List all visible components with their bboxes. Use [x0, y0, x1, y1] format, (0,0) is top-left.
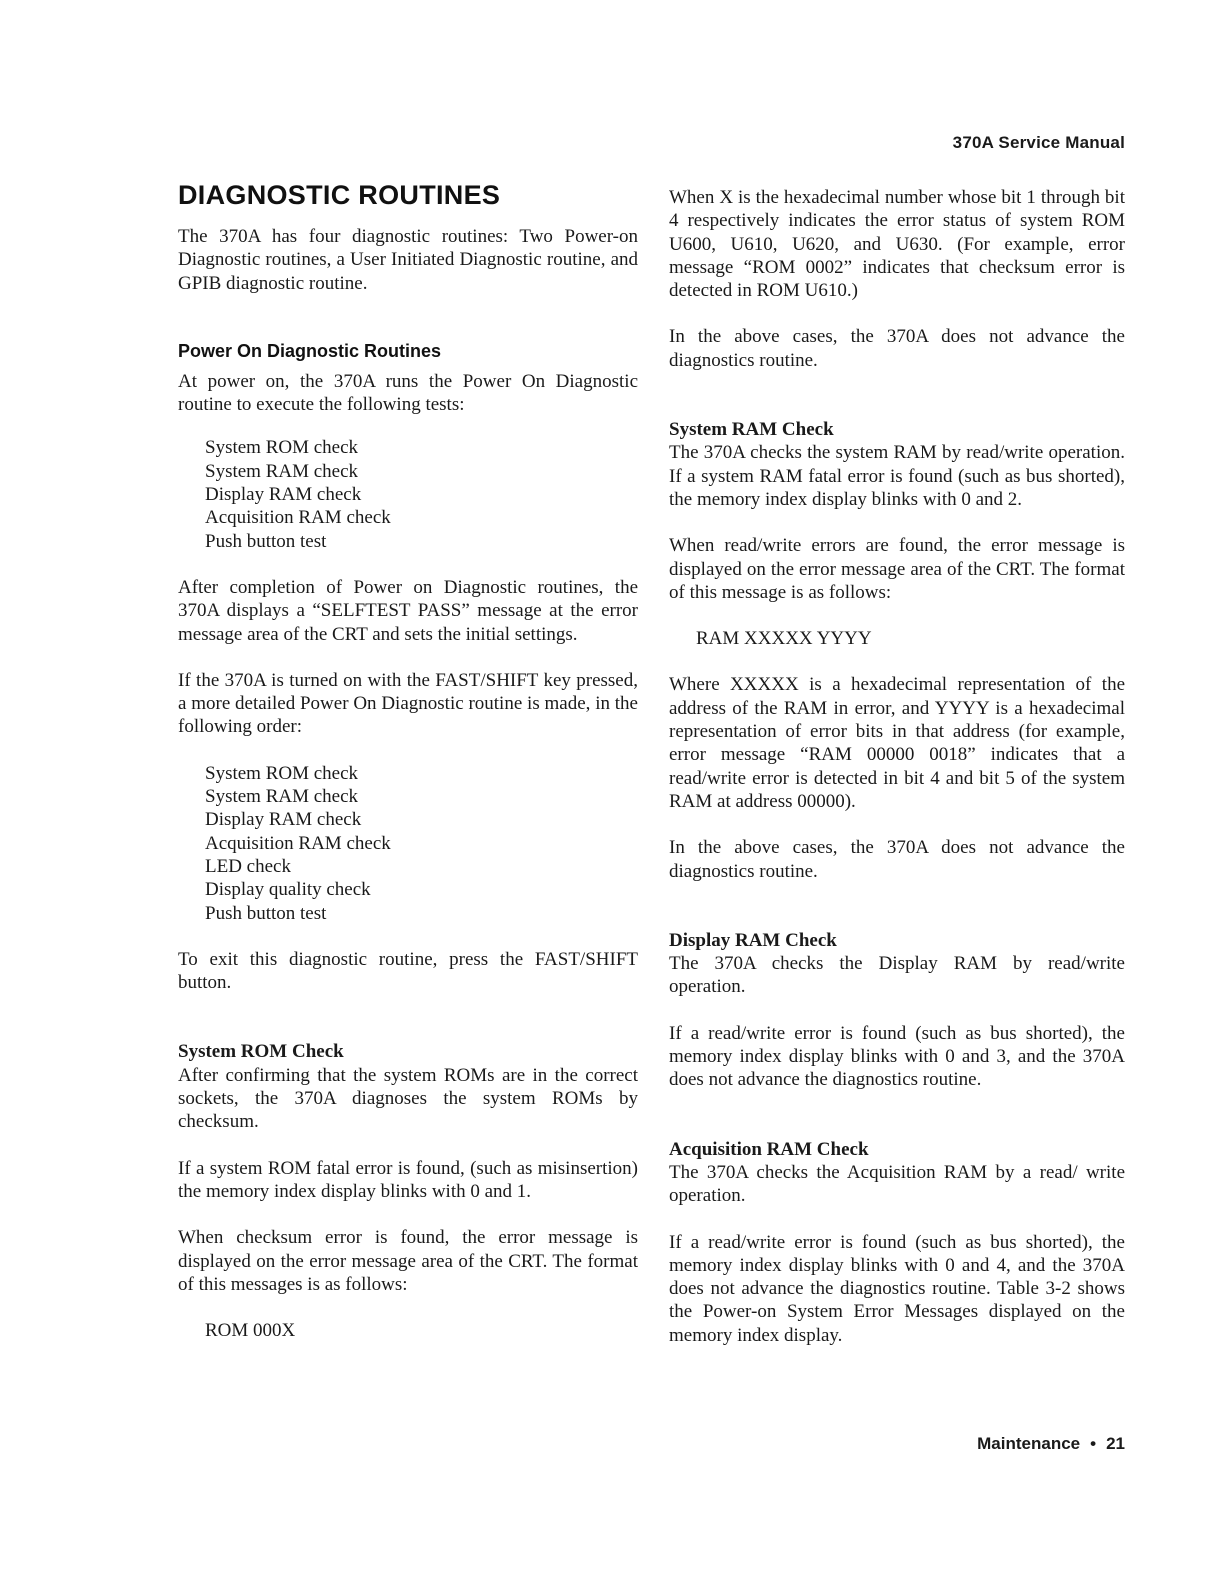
- detailed-test-list: [178, 762, 638, 925]
- fast-shift-paragraph: If the 370A is turned on with the FAST/SHIFT key pressed, a more detailed Power On Diagnostic routine is made, in the following order:: [178, 669, 638, 738]
- system-ram-p1: The 370A checks the system RAM by read/write operation. If a system RAM fatal error is found (such as bus shorted), the memory index display blinks with 0 and 2.: [669, 442, 1125, 510]
- selftest-paragraph: After completion of Power on Diagnostic routines, the 370A displays a “SELFTEST PASS” message at the error message area of the CRT and sets the initial settings.: [178, 576, 638, 645]
- system-rom-p2: If a system ROM fatal error is found, (such as misinsertion) the memory index display blinks with 0 and 1.: [178, 1157, 638, 1202]
- power-on-test-list: [178, 436, 638, 552]
- display-ram-p1: The 370A checks the Display RAM by read/write operation.: [669, 953, 1125, 998]
- system-ram-p3: Where XXXXX is a hexadecimal representation of the address of the RAM in error, and YYYY is a hexadecimal representation of error bits in that address (for example, error message “RAM 00000 0018” indicates that a read/write error is detected in bit 4 and bit 5 of the system RAM at address 00000).: [669, 674, 1125, 812]
- list-item: Push button test: [205, 902, 327, 924]
- list-item: Acquisition RAM check: [205, 507, 391, 529]
- exit-paragraph: To exit this diagnostic routine, press the FAST/SHIFT button.: [178, 948, 638, 994]
- right-column: [669, 186, 1125, 1347]
- power-on-heading: Power On Diagnostic Routines: [178, 340, 442, 361]
- list-item: System RAM check: [205, 786, 359, 808]
- list-item: Push button test: [205, 530, 327, 552]
- list-item: System ROM check: [205, 437, 359, 459]
- power-on-intro: At power on, the 370A runs the Power On Diagnostic routine to execute the following tests:: [178, 370, 638, 416]
- system-rom-p3: When checksum error is found, the error message is displayed on the error message area of the CRT. The format of this messages is as follows:: [178, 1227, 638, 1295]
- page-number: 21: [1106, 1434, 1125, 1453]
- system-rom-heading: System ROM Check: [178, 1041, 344, 1063]
- list-item: LED check: [205, 855, 291, 877]
- page-title: DIAGNOSTIC ROUTINES: [178, 180, 501, 210]
- list-item: Display RAM check: [205, 809, 362, 831]
- list-item: System RAM check: [205, 460, 359, 482]
- display-ram-p2: If a read/write error is found (such as bus shorted), the memory index display blinks with 0 and 3, and the 370A does not advance the diagnostics routine.: [669, 1022, 1125, 1091]
- rom-cont-p1: When X is the hexadecimal number whose bit 1 through bit 4 respectively indicates the error status of system ROM U600, U610, U620, and U630. (For example, error message “ROM 0002” indicates that checksum error is detected in ROM U610.): [669, 187, 1125, 302]
- list-item: Display quality check: [205, 879, 371, 901]
- acq-ram-p2: If a read/write error is found (such as bus shorted), the memory index display blinks with 0 and 4, and the 370A does not advance the diagnostics routine. Table 3-2 shows the Power-on System Error Messages displayed on the memory index display.: [669, 1231, 1125, 1346]
- system-ram-p2: When read/write errors are found, the error message is displayed on the error message area of the CRT. The format of this message is as follows:: [669, 535, 1125, 603]
- acq-ram-heading: Acquisition RAM Check: [669, 1138, 869, 1160]
- running-header: 370A Service Manual: [952, 133, 1125, 152]
- left-column: [178, 180, 638, 1342]
- list-item: Display RAM check: [205, 484, 362, 506]
- intro-paragraph: The 370A has four diagnostic routines: Two Power-on Diagnostic routines, a User Initiated Diagnostic routine, and GPIB diagnostic routine.: [178, 226, 638, 294]
- display-ram-heading: Display RAM Check: [669, 929, 837, 951]
- rom-code-format: ROM 000X: [205, 1320, 296, 1342]
- list-item: System ROM check: [205, 762, 359, 784]
- list-item: Acquisition RAM check: [205, 832, 391, 854]
- page-footer: [977, 1434, 1125, 1454]
- acq-ram-p1: The 370A checks the Acquisition RAM by a read/ write operation.: [669, 1161, 1125, 1207]
- system-rom-p1: After confirming that the system ROMs are in the correct sockets, the 370A diagnoses the system ROMs by checksum.: [178, 1064, 638, 1133]
- rom-cont-p2: In the above cases, the 370A does not advance the diagnostics routine.: [669, 326, 1125, 371]
- footer-separator: •: [1090, 1434, 1097, 1453]
- system-ram-heading: System RAM Check: [669, 419, 834, 441]
- system-ram-p4: In the above cases, the 370A does not advance the diagnostics routine.: [669, 837, 1125, 882]
- footer-section: Maintenance: [977, 1434, 1081, 1453]
- ram-code-format: RAM XXXXX YYYY: [696, 628, 872, 650]
